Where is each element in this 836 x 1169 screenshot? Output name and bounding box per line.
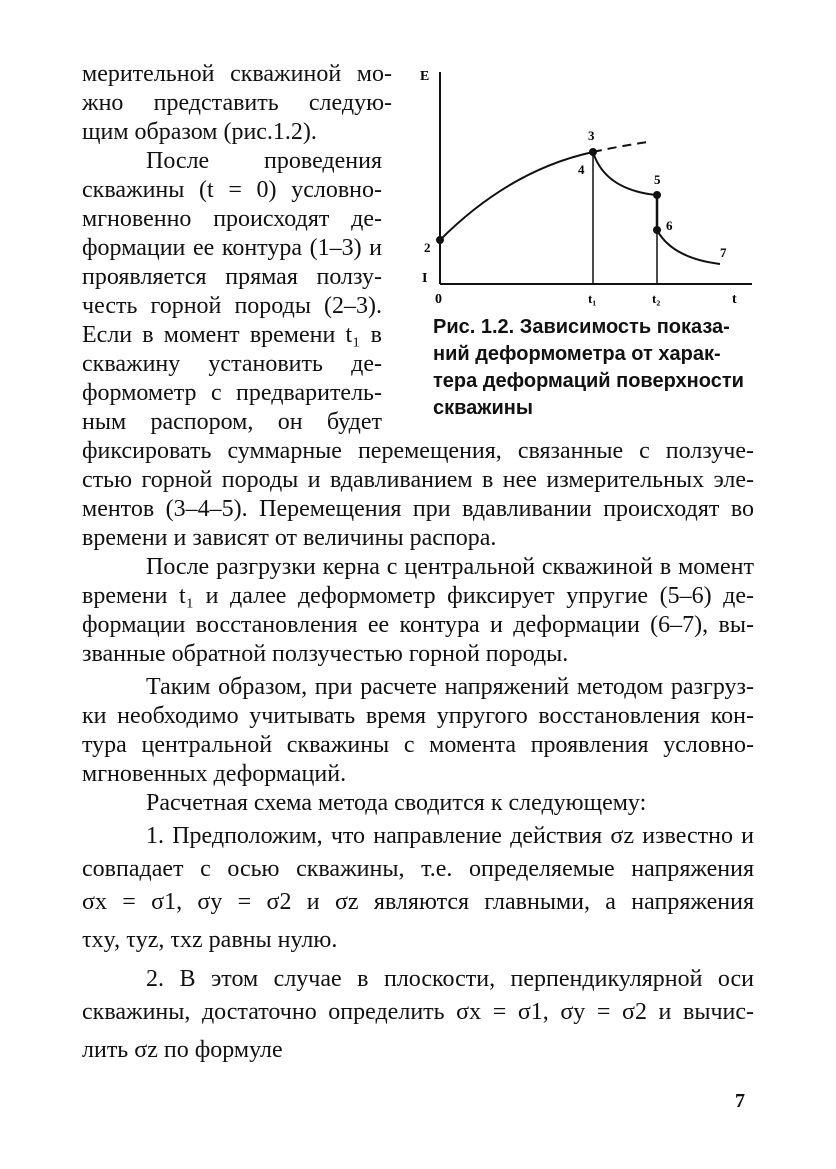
point-label-3: 3 bbox=[588, 128, 595, 143]
point-3 bbox=[589, 148, 597, 156]
text-line: Таким образом, при расчете напряжений методом разгруз- bbox=[146, 674, 754, 700]
text-line: фиксировать суммарные перемещения, связанные с ползуче- bbox=[82, 438, 754, 464]
curve-2-3 bbox=[440, 152, 593, 240]
text-line: честь горной породы (2–3). bbox=[82, 293, 382, 319]
text-line: скважину установить де- bbox=[82, 351, 382, 377]
curve-4-5 bbox=[593, 152, 657, 195]
curve-6-7 bbox=[657, 230, 720, 264]
figure-caption bbox=[433, 314, 755, 422]
text-line: Если в момент времени t₁ в bbox=[82, 322, 382, 348]
t2-label: t₂ bbox=[652, 291, 661, 306]
point-label-2: 2 bbox=[424, 240, 431, 255]
point-5 bbox=[653, 191, 661, 199]
caption-line: Рис. 1.2. Зависимость показа- bbox=[433, 316, 730, 338]
y-axis-label: E bbox=[420, 69, 430, 84]
caption-line: ний деформометра от харак- bbox=[433, 343, 721, 365]
text-line: времени t₁ и далее деформометр фиксирует упругие (5–6) де- bbox=[82, 583, 754, 609]
text-line: скважины, достаточно определить σx = σ1, σy = σ2 и вычис- bbox=[82, 999, 754, 1025]
text-line: Расчетная схема метода сводится к следующему: bbox=[146, 790, 647, 816]
point-label-5: 5 bbox=[654, 172, 661, 187]
text-line: щим образом (рис.1.2). bbox=[82, 119, 317, 145]
text-line: проявляется прямая ползу- bbox=[82, 264, 382, 290]
point-label-6: 6 bbox=[666, 218, 673, 233]
point-6 bbox=[653, 226, 661, 234]
text-line: совпадает с осью скважины, т.е. определяемые напряжения bbox=[82, 856, 754, 882]
text-line: мгновенных деформаций. bbox=[82, 761, 347, 787]
text-line: 2. В этом случае в плоскости, перпендикулярной оси bbox=[146, 966, 754, 992]
text-line: мгновенно происходят де- bbox=[82, 206, 382, 232]
page-number: 7 bbox=[735, 1090, 745, 1112]
t1-label: t₁ bbox=[588, 291, 597, 306]
text-line: 1. Предположим, что направление действия σz известно и bbox=[146, 823, 754, 849]
point-2 bbox=[436, 236, 444, 244]
text-line: стью горной породы и вдавливанием в нее измерительных эле- bbox=[82, 467, 754, 493]
caption-line: скважины bbox=[433, 397, 533, 419]
text-line: скважины (t = 0) условно- bbox=[82, 177, 382, 203]
text-line: формации восстановления ее контура и деформации (6–7), вы- bbox=[82, 612, 754, 638]
text-line: ментов (3–4–5). Перемещения при вдавливании происходят во bbox=[82, 496, 754, 522]
text-line: лить σz по формуле bbox=[82, 1037, 283, 1063]
text-line: После проведения bbox=[146, 148, 382, 174]
text-line: После разгрузки керна с центральной скважиной в момент bbox=[146, 554, 754, 580]
text-line: тура центральной скважины с момента проявления условно- bbox=[82, 732, 754, 758]
text-line: времени и зависят от величины распора. bbox=[82, 525, 497, 551]
text-line: жно представить следую- bbox=[82, 90, 392, 116]
x-axis-label: t bbox=[732, 292, 737, 307]
text-line: мерительной скважиной мо- bbox=[82, 61, 392, 87]
curve-dashed bbox=[593, 142, 648, 152]
text-line: ным распором, он будет bbox=[82, 409, 382, 435]
text-line: званные обратной ползучестью горной породы. bbox=[82, 641, 569, 667]
text-line: σx = σ1, σy = σ2 и σz являются главными, а напряжения bbox=[82, 889, 754, 915]
text-line: ки необходимо учитывать время упругого восстановления кон- bbox=[82, 703, 754, 729]
text-line: τxy, τyz, τxz равны нулю. bbox=[82, 927, 338, 953]
deformation-figure bbox=[410, 60, 760, 310]
point-label-4: 4 bbox=[578, 162, 585, 177]
origin-label: 0 bbox=[435, 292, 442, 307]
text-line: формометр с предваритель- bbox=[82, 380, 382, 406]
left-mark: I bbox=[422, 271, 428, 286]
text-line: формации ее контура (1–3) и bbox=[82, 235, 382, 261]
point-label-7: 7 bbox=[720, 245, 727, 260]
caption-line: тера деформаций поверхности bbox=[433, 370, 744, 392]
